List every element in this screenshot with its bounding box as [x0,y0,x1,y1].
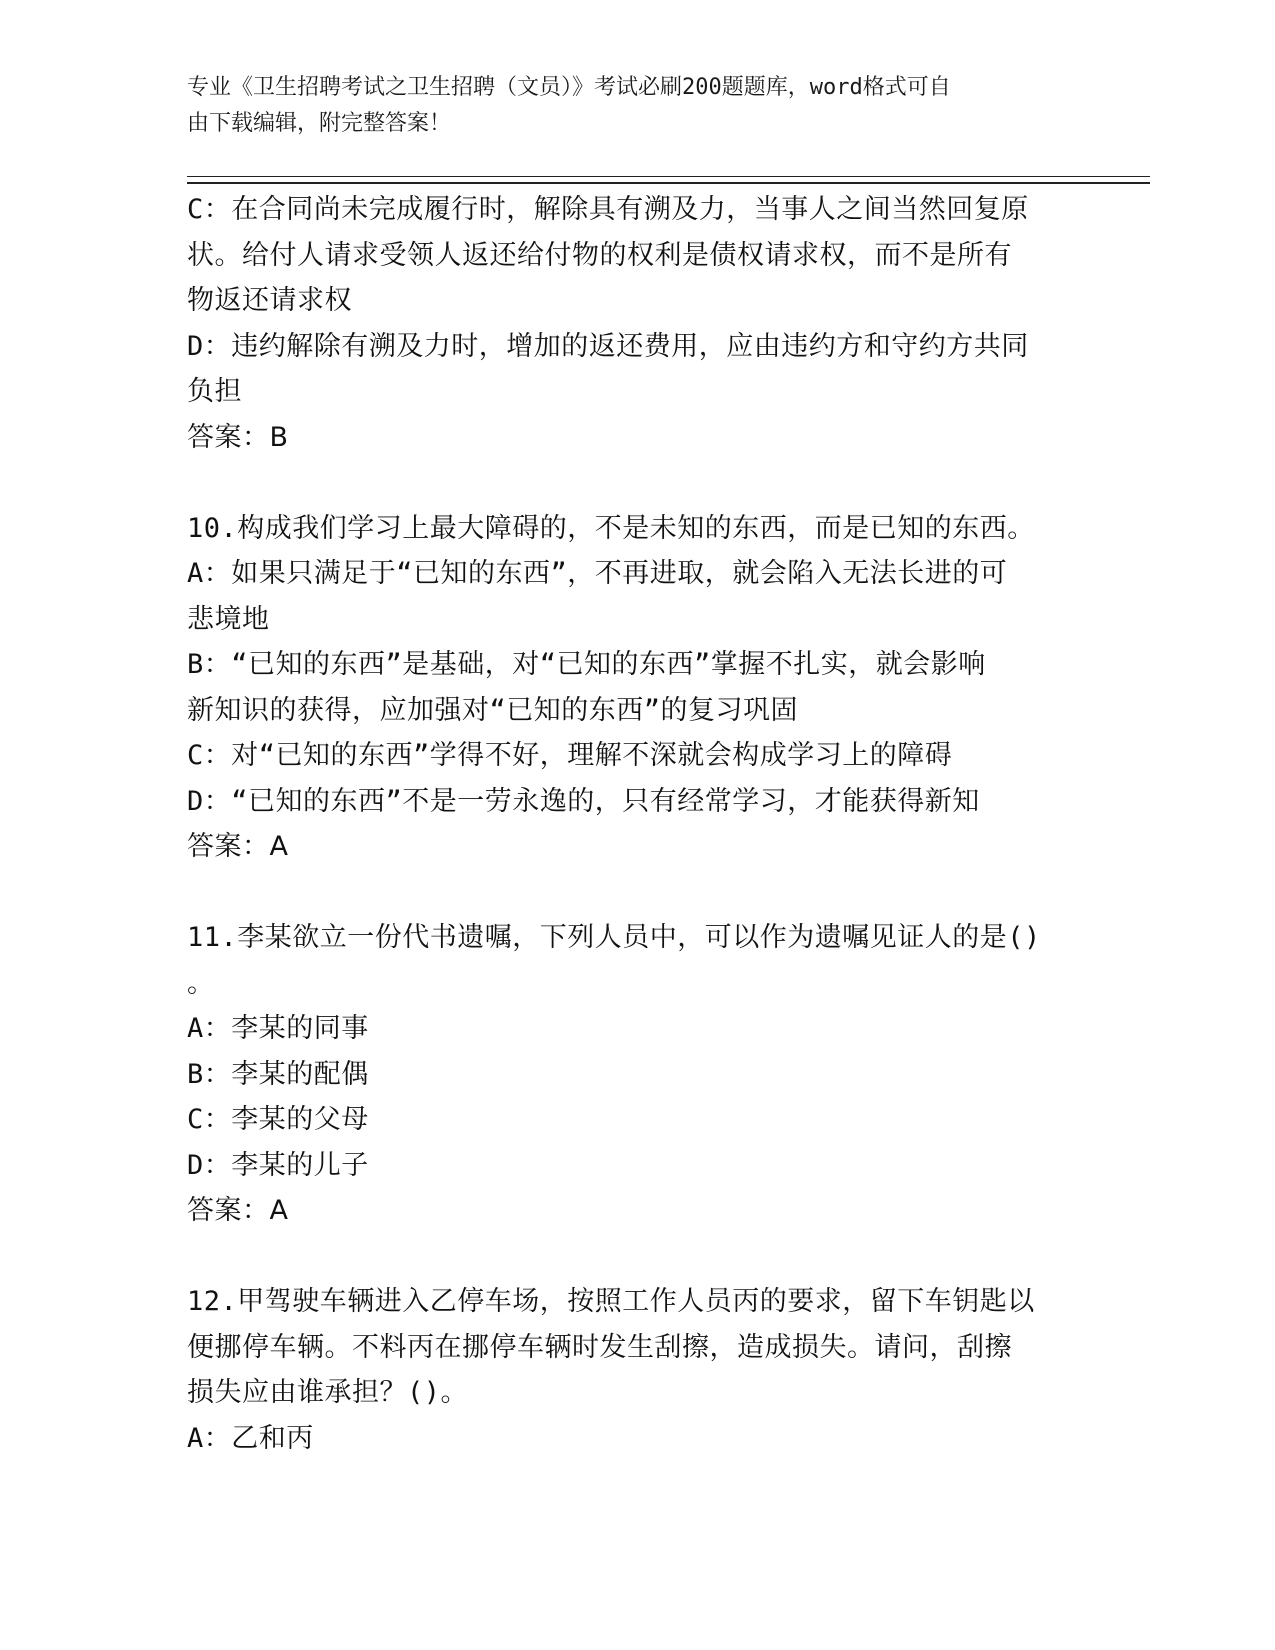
question-11 [187,915,1067,1234]
option-b-line-2: 新知识的获得，应加强对“已知的东西”的复习巩固 [187,694,799,726]
header-line-2: 由下载编辑，附完整答案！ [187,111,452,136]
option-d: D：“已知的东西”不是一劳永逸的，只有经常学习，才能获得新知 [187,785,980,817]
question-stem-line-2: 便挪停车辆。不料丙在挪停车辆时发生刮擦，造成损失。请问，刮擦 [187,1331,1012,1363]
option-b-line-1: B：“已知的东西”是基础，对“已知的东西”掌握不扎实，就会影响 [187,649,986,680]
option-c-line-1: C：在合同尚未完成履行时，解除具有溯及力，当事人之间当然回复原 [187,194,1029,225]
question-stem-line-2: 。 [187,967,215,999]
header-rule-thin [187,176,1150,177]
question-12 [187,1279,1067,1461]
header-rule-thick [187,182,1150,184]
option-a-line-1: A：如果只满足于“已知的东西”，不再进取，就会陷入无法长进的可 [187,558,1008,589]
option-a-line-2: 悲境地 [187,603,270,635]
option-c: C：对“已知的东西”学得不好，理解不深就会构成学习上的障碍 [187,740,953,771]
answer-line: 答案：A [187,831,289,862]
option-a: A：李某的同事 [187,1013,369,1044]
header-line-1: 专业《卫生招聘考试之卫生招聘（文员）》考试必刷200题题库，word格式可自 [187,75,951,100]
question-content [187,187,1067,1461]
option-d-line-2: 负担 [187,376,242,407]
option-c-line-3: 物返还请求权 [187,285,352,316]
option-c: C：李某的父母 [187,1104,369,1135]
option-d: D：李某的儿子 [187,1149,369,1181]
spacer [187,870,1067,916]
question-10 [187,506,1067,870]
answer-line: 答案：A [187,1195,289,1226]
answer-line: 答案：B [187,421,289,453]
question-stem-line-3: 损失应由谁承担？()。 [187,1377,469,1408]
document-header [187,70,1067,142]
option-b: B：李某的配偶 [187,1058,369,1090]
question-stem-line-1: 11.李某欲立一份代书遗嘱，下列人员中，可以作为遗嘱见证人的是() [187,922,1041,953]
option-a: A：乙和丙 [187,1422,314,1454]
option-c-line-2: 状。给付人请求受领人返还给付物的权利是债权请求权，而不是所有 [187,239,1012,271]
question-stem-line-1: 12.甲驾驶车辆进入乙停车场，按照工作人员丙的要求，留下车钥匙以 [187,1286,1035,1317]
option-d-line-1: D：违约解除有溯及力时，增加的返还费用，应由违约方和守约方共同 [187,330,1029,362]
question-stem: 10.构成我们学习上最大障碍的，不是未知的东西，而是已知的东西。 [187,512,1035,544]
prev-question [187,187,1067,460]
spacer [187,460,1067,506]
spacer [187,1234,1067,1280]
